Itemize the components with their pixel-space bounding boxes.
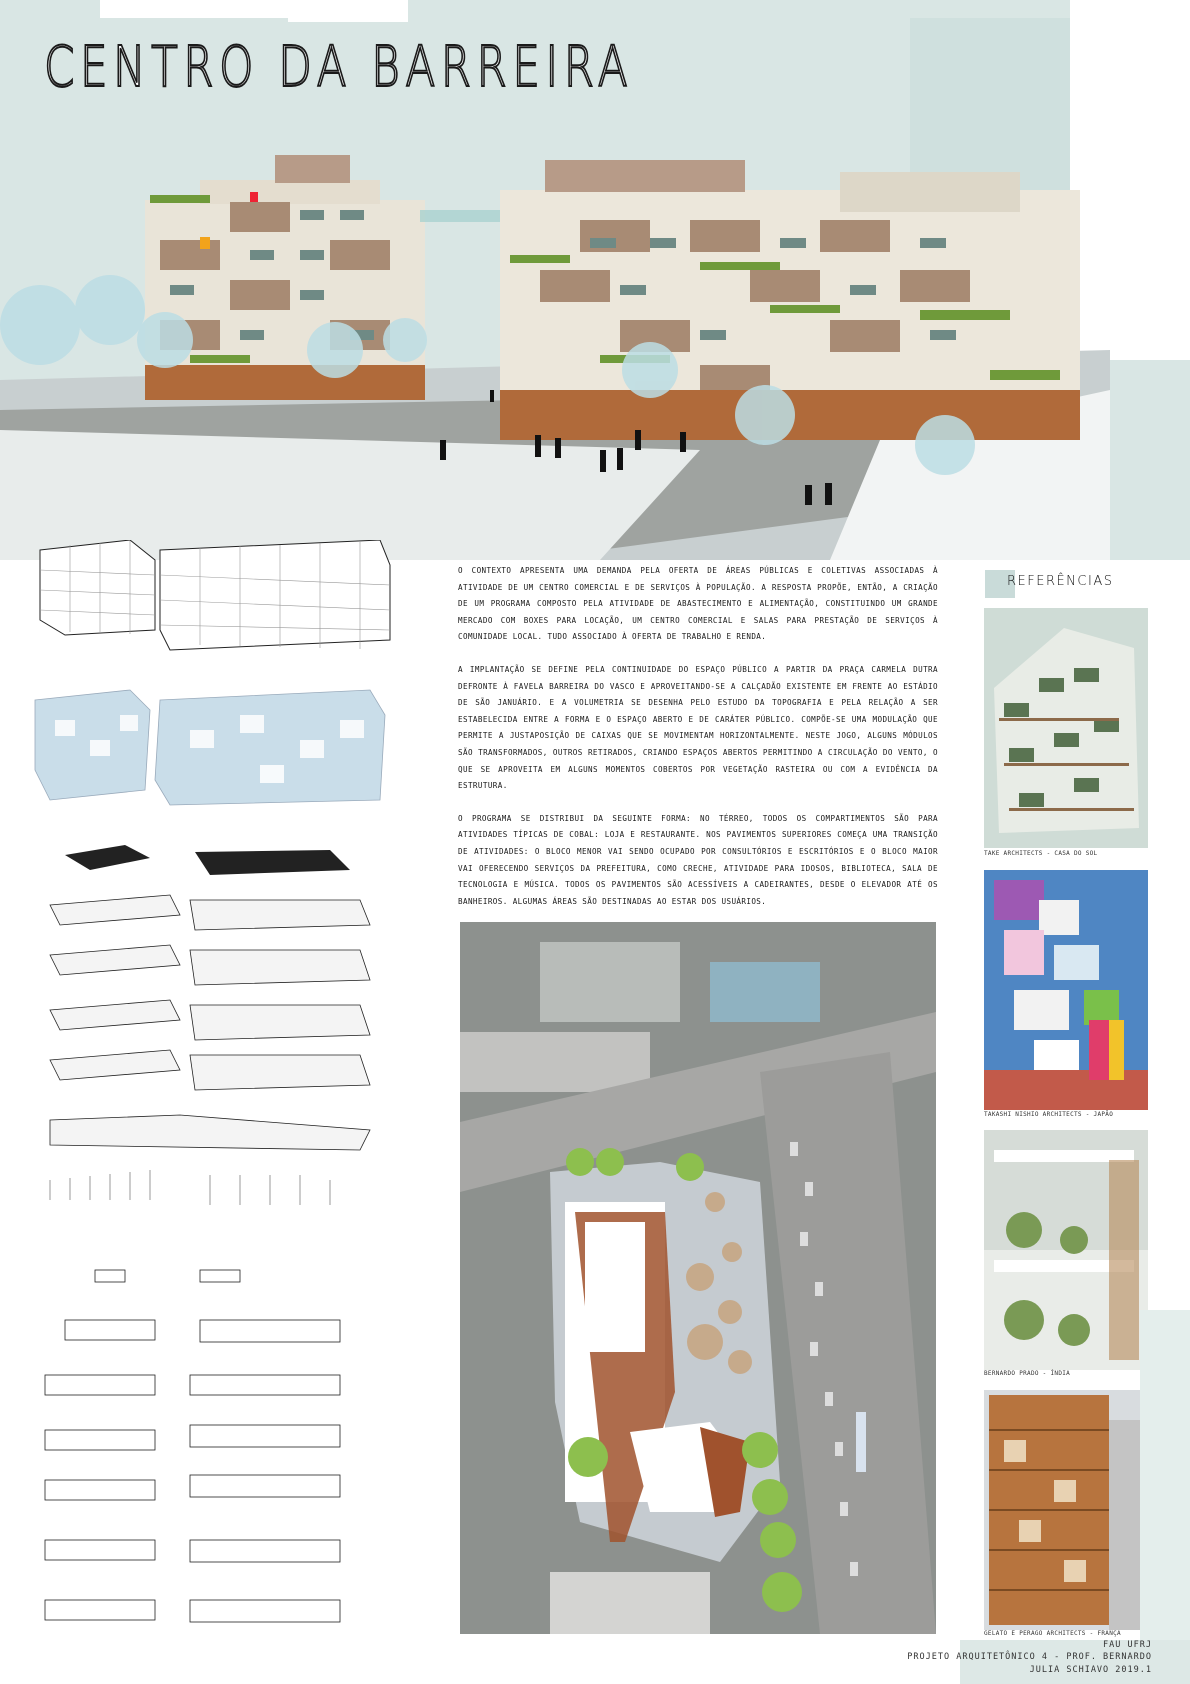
reference-caption-2: TAKASHI NISHIO ARCHITECTS - JAPÃO xyxy=(984,1111,1114,1118)
reference-image-1 xyxy=(984,608,1148,848)
credits xyxy=(907,1639,1152,1677)
sky-notch xyxy=(100,0,290,18)
credits-course: PROJETO ARQUITETÔNICO 4 - PROF. BERNARDO xyxy=(907,1652,1152,1662)
paragraph-context: O CONTEXTO APRESENTA UMA DEMANDA PELA OFERTA DE ÁREAS PÚBLICAS E COLETIVAS ASSOCIADAS À ATIVIDADE DE UM CENTRO COMERCIAL E DE SERVIÇOS À POPULAÇÃO. A RESPOSTA PROPÕE, ENTÃO, A CRIAÇÃO DE UM PROGRAMA COMPOSTO PELA ATIVIDADE DE ABASTECIMENTO E ALIMENTAÇÃO, CONSTITUINDO UM GRANDE MERCADO COM BOXES PARA LOCAÇÃO, UM CENTRO COMERCIAL E SALAS PARA PRESTAÇÃO DE SERVIÇOS À COMUNIDADE LOCAL. TUDO ASSOCIADO À OFERTA DE TRABALHO E RENDA. xyxy=(458,566,938,642)
credits-school: FAU UFRJ xyxy=(1103,1639,1152,1650)
reference-image-3 xyxy=(984,1130,1148,1370)
credits-author: JULIA SCHIAVO 2019.1 xyxy=(1029,1664,1152,1675)
reference-caption-3: BERNARDO PRADO - ÍNDIA xyxy=(984,1370,1071,1377)
reference-caption-4: GELATO E PERAGO ARCHITECTS - FRANÇA xyxy=(984,1630,1121,1637)
page-title: CENTRO DA BARREIRA xyxy=(44,35,634,100)
site-plan xyxy=(460,922,936,1634)
building-rendering xyxy=(0,150,1110,560)
paragraph-implantation: A IMPLANTAÇÃO SE DEFINE PELA CONTINUIDADE DO ESPAÇO PÚBLICO A PARTIR DA PRAÇA CARMELA DUTRA DEFRONTE À FAVELA BARREIRA DO VASCO E APROVEITANDO-SE A CALÇADÃO EXISTENTE EM FRENTE AO ESTÁDIO DE SÃO JANUÁRIO. E A VOLUMETRIA SE DESENHA PELO ESTUDO DA TOPOGRAFIA E PELA RELAÇÃO A SER ESTABELECIDA ENTRE A FORMA E O ESPAÇO ABERTO E DE CARÁTER PÚBLICO. COMPÕE-SE UMA MODULAÇÃO QUE PERMITE A JUSTAPOSIÇÃO DE CAIXAS QUE SE MOVIMENTAM HORIZONTALMENTE. NESTE JOGO, ALGUNS MÓDULOS SÃO TRANSFORMADOS, OUTROS RETIRADOS, CRIANDO ESPAÇOS ABERTOS PERMITINDO A CIRCULAÇÃO DO VENTO, O QUE SE APROVEITA EM ALGUNS MOMENTOS COBERTOS POR VEGETAÇÃO RASTEIRA OU COM A EVIDÊNCIA DA ESTRUTURA. xyxy=(458,664,938,791)
reference-image-2 xyxy=(984,870,1148,1110)
reference-caption-1: TAKE ARCHITECTS - CASA DO SOL xyxy=(984,850,1098,857)
sky-notch xyxy=(288,0,408,22)
paragraph-program: O PROGRAMA SE DISTRIBUI DA SEGUINTE FORMA: NO TÉRREO, TODOS OS COMPARTIMENTOS SÃO PARA ATIVIDADES TÍPICAS DE COBAL: LOJA E RESTAURANTE. NOS PAVIMENTOS SUPERIORES COMEÇA UMA TRANSIÇÃO DE ATIVIDADES: O BLOCO MENOR VAI SENDO OCUPADO POR CONSULTÓRIOS E ESCRITÓRIOS E O BLOCO MAIOR VAI OFERECENDO SERVIÇOS DA PREFEITURA, COMO CRECHE, ATIVIDADE PARA IDOSOS, BIBLIOTECA, SALA DE TECNOLOGIA E MÚSICA. TODOS OS PAVIMENTOS SÃO ACESSÍVEIS A CADEIRANTES, DESDE O ELEVADOR ATÉ OS BANHEIROS. ALGUMAS ÁREAS SÃO DESTINADAS AO ESTAR DOS USUÁRIOS. xyxy=(458,813,938,906)
references-heading: REFERÊNCIAS xyxy=(1007,574,1114,589)
project-description xyxy=(458,563,938,926)
footer-decoration xyxy=(1140,1310,1190,1650)
volumetric-diagrams xyxy=(30,540,420,1640)
reference-image-4 xyxy=(984,1390,1148,1630)
